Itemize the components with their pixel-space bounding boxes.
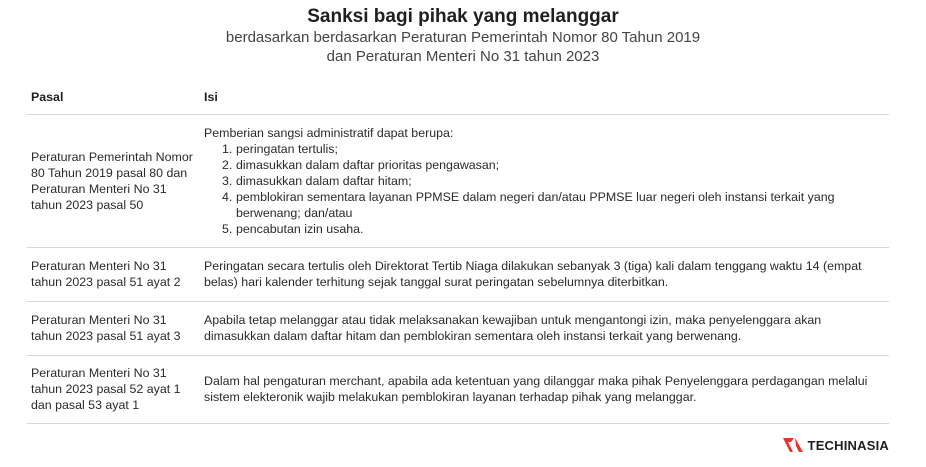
list-item-text: dimasukkan dalam daftar hitam; [236,173,412,188]
list-item-number: 5. [222,221,233,236]
list-item-text: pencabutan izin usaha. [236,221,364,236]
list-item-text: peringatan tertulis; [236,141,338,156]
page-subtitle-line2: dan Peraturan Menteri No 31 tahun 2023 [326,48,600,65]
pasal-cell: Peraturan Pemerintah Nomor 80 Tahun 2019 pasal 80 dan Peraturan Menteri No 31 tahun 2023 pasal 50 [27,114,200,247]
column-header-pasal: Pasal [27,80,200,114]
list-item-number: 1. [222,141,233,156]
list-item [222,221,885,237]
isi-cell: Peringatan secara tertulis oleh Direktorat Tertib Niaga dilakukan sebanyak 3 (tiga) kali dalam tenggang waktu 14 (empat belas) hari kalender terhitung sejak tanggal surat peringatan sebelumnya diterbitkan. [200,247,889,301]
page-subtitle-line1: berdasarkan berdasarkan Peraturan Pemerintah Nomor 80 Tahun 2019 [225,29,701,46]
isi-intro: Pemberian sangsi administratif dapat berupa: [204,125,454,140]
column-header-isi: Isi [200,80,889,114]
table-row [27,247,889,301]
title-block [0,6,926,66]
techinasia-logo-icon [782,436,804,454]
table-row [27,301,889,355]
table-row [27,355,889,423]
pasal-cell: Peraturan Menteri No 31 tahun 2023 pasal 51 ayat 3 [27,301,200,355]
isi-cell [200,114,889,247]
table-header-row [27,80,889,114]
list-item-number: 2. [222,157,233,172]
list-item-text: dimasukkan dalam daftar prioritas pengawasan; [236,157,500,172]
page-title: Sanksi bagi pihak yang melanggar [307,6,619,27]
sanctions-table [27,80,889,424]
brand-name: TECHINASIA [807,437,889,453]
table-row [27,114,889,247]
isi-cell: Apabila tetap melanggar atau tidak melaksanakan kewajiban untuk mengantongi izin, maka penyelenggara akan dimasukkan dalam daftar hitam dan pemblokiran sementara oleh instansi terkait yang berwenang. [200,301,889,355]
isi-cell: Dalam hal pengaturan merchant, apabila ada ketentuan yang dilanggar maka pihak Penyelenggara perdagangan melalui sistem elekteronik wajib melakukan pemblokiran layanan terhadap pihak yang melanggar. [200,355,889,423]
list-item [222,141,885,157]
sanction-list [222,141,885,237]
list-item [222,157,885,173]
brand-logo [782,436,889,454]
list-item [222,189,885,221]
pasal-cell: Peraturan Menteri No 31 tahun 2023 pasal 51 ayat 2 [27,247,200,301]
pasal-cell: Peraturan Menteri No 31 tahun 2023 pasal 52 ayat 1 dan pasal 53 ayat 1 [27,355,200,423]
list-item-number: 4. [222,189,233,204]
list-item-text: pemblokiran sementara layanan PPMSE dalam negeri dan/atau PPMSE luar negeri oleh instansi terkait yang berwenang; dan/atau [236,189,835,220]
list-item-number: 3. [222,173,233,188]
list-item [222,173,885,189]
